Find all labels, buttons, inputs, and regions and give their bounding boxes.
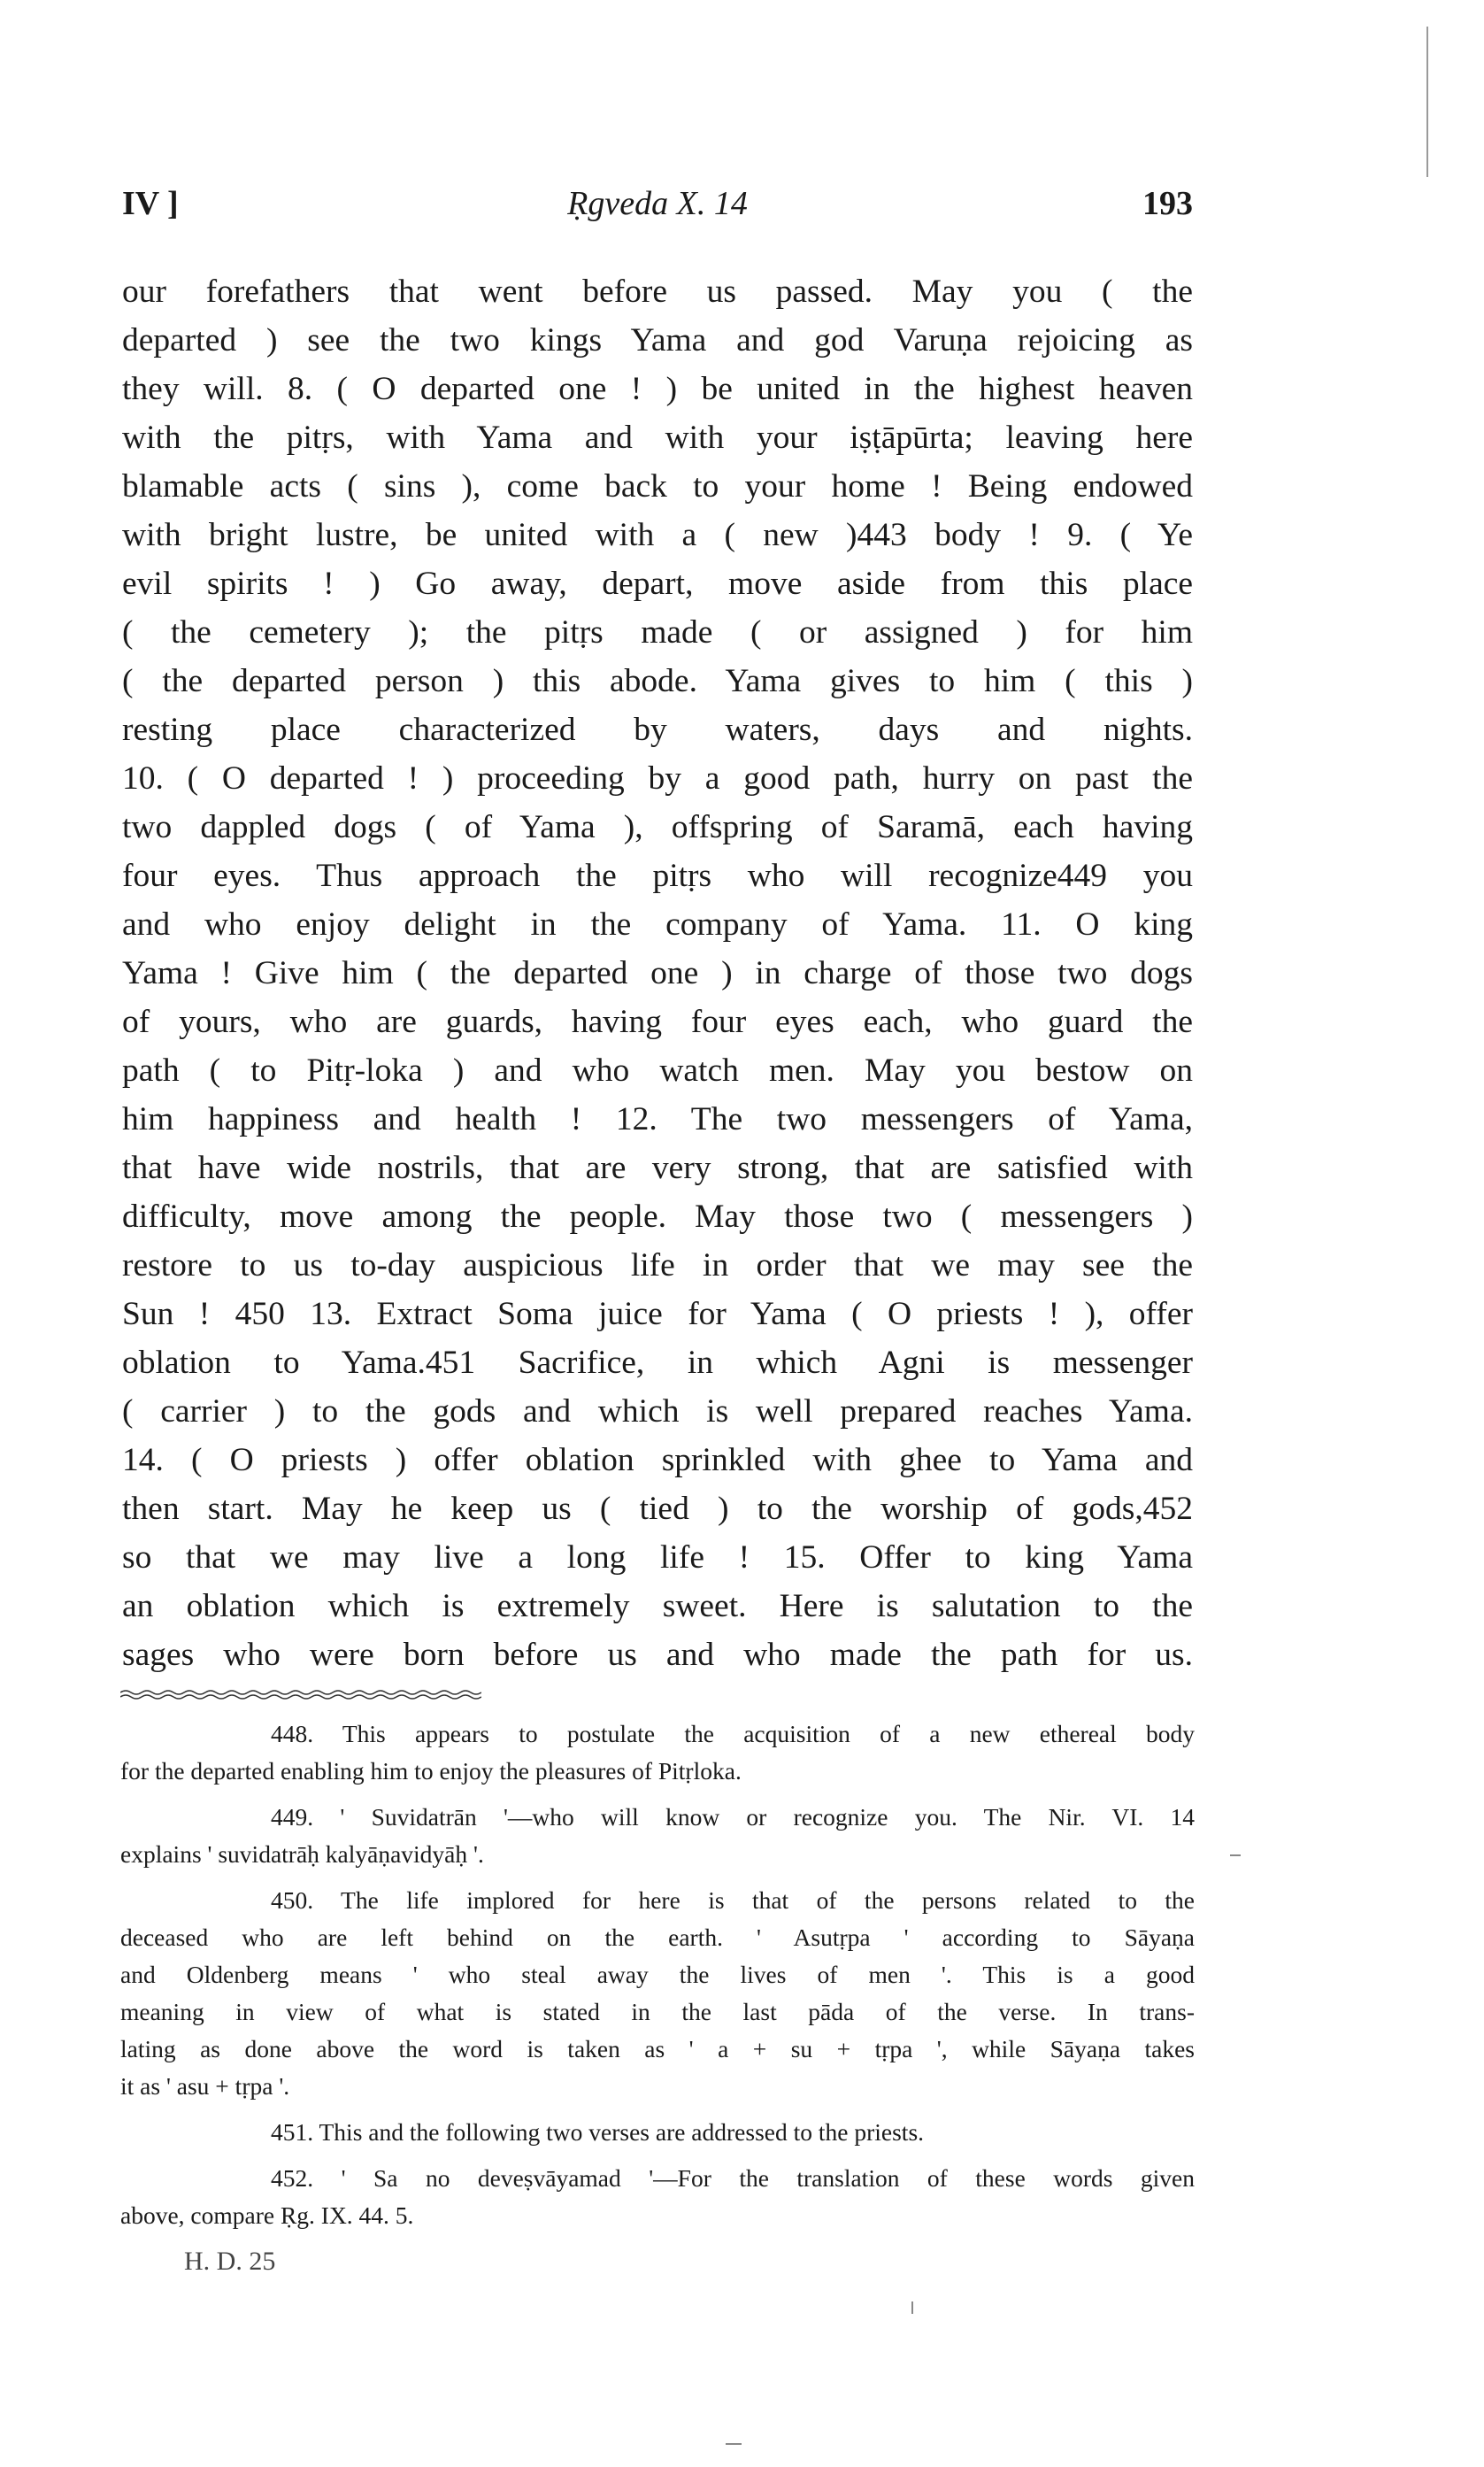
text-line: and who enjoy delight in the company of Yama. 11. O king (122, 906, 1193, 943)
text-line: 14. ( O priests ) offer oblation sprinkled with ghee to Yama and (122, 1442, 1193, 1478)
text-line: resting place characterized by waters, days and nights. (122, 712, 1193, 748)
footnotes (120, 1715, 1195, 2243)
scan-speck (726, 2443, 742, 2445)
text-line: him happiness and health ! 12. The two messengers of Yama, (122, 1101, 1193, 1137)
text-line: our forefathers that went before us passed. May you ( the (122, 274, 1193, 310)
footnote-line: deceased who are left behind on the earth. ' Asutṛpa ' according to Sāyaṇa (120, 1923, 1195, 1951)
text-line: departed ) see the two kings Yama and god Varuṇa rejoicing as (122, 322, 1193, 358)
text-line: ( the cemetery ); the pitṛs made ( or assigned ) for him (122, 614, 1193, 651)
text-line: with the pitṛs, with Yama and with your iṣṭāpūrta; leaving here (122, 420, 1193, 456)
text-line: they will. 8. ( O departed one ! ) be united in the highest heaven (122, 371, 1193, 407)
footnote-line: and Oldenberg means ' who steal away the lives of men '. This is a good (120, 1961, 1195, 1988)
section-marker: IV ] (122, 185, 179, 222)
text-line: an oblation which is extremely sweet. Here is salutation to the (122, 1588, 1193, 1624)
footnote-451 (120, 2114, 1195, 2151)
page-number: 193 (1142, 185, 1193, 222)
text-line: oblation to Yama.451 Sacrifice, in which Agni is messenger (122, 1345, 1193, 1381)
footnote-line: 450. The life implored for here is that of the persons related to the (271, 1886, 1195, 1914)
footnote-line: 451. This and the following two verses are addressed to the priests. (271, 2118, 925, 2146)
footnote-line: 452. ' Sa no deveṣvāyamad '—For the translation of these words given (271, 2164, 1195, 2192)
footnote-line: lating as done above the word is taken as ' a + su + tṛpa ', while Sāyaṇa takes (120, 2035, 1195, 2062)
text-line: sages who were born before us and who made the path for us. (122, 1637, 1193, 1673)
text-line: difficulty, move among the people. May those two ( messengers ) (122, 1199, 1193, 1235)
text-line: two dappled dogs ( of Yama ), offspring of Saramā, each having (122, 809, 1193, 845)
footnote-line: explains ' suvidatrāḥ kalyāṇavidyāḥ '. (120, 1840, 484, 1868)
running-title: Ṛgveda X. 14 (567, 185, 748, 222)
footnote-line: it as ' asu + tṛpa '. (120, 2072, 290, 2100)
footnote-449 (120, 1799, 1195, 1873)
text-line: blamable acts ( sins ), come back to your home ! Being endowed (122, 468, 1193, 505)
text-line: restore to us to-day auspicious life in order that we may see the (122, 1247, 1193, 1284)
footnote-450 (120, 1882, 1195, 2105)
text-line: ( carrier ) to the gods and which is well prepared reaches Yama. (122, 1393, 1193, 1430)
text-line: with bright lustre, be united with a ( new )443 body ! 9. ( Ye (122, 517, 1193, 553)
text-line: of yours, who are guards, having four eyes each, who guard the (122, 1004, 1193, 1040)
text-line: four eyes. Thus approach the pitṛs who will recognize449 you (122, 858, 1193, 894)
main-text (122, 267, 1193, 1679)
signature-mark: H. D. 25 (184, 2247, 276, 2276)
scan-margin-line (1426, 27, 1428, 177)
text-line: 10. ( O departed ! ) proceeding by a good path, hurry on past the (122, 760, 1193, 797)
footnote-line: above, compare Ṛg. IX. 44. 5. (120, 2201, 414, 2229)
running-header (122, 184, 1193, 237)
text-line: then start. May he keep us ( tied ) to the worship of gods,452 (122, 1491, 1193, 1527)
text-line: ( the departed person ) this abode. Yama gives to him ( this ) (122, 663, 1193, 699)
text-line: so that we may live a long life ! 15. Offer to king Yama (122, 1539, 1193, 1576)
text-line: Sun ! 450 13. Extract Soma juice for Yama ( O priests ! ), offer (122, 1296, 1193, 1332)
text-line: that have wide nostrils, that are very strong, that are satisfied with (122, 1150, 1193, 1186)
footnote-line: 449. ' Suvidatrān '—who will know or recognize you. The Nir. VI. 14 (271, 1803, 1195, 1831)
text-line: evil spirits ! ) Go away, depart, move aside from this place (122, 566, 1193, 602)
footnote-452 (120, 2160, 1195, 2234)
footnote-line: meaning in view of what is stated in the last pāda of the verse. In trans- (120, 1998, 1195, 2025)
footnote-line: for the departed enabling him to enjoy the pleasures of Pitṛloka. (120, 1757, 742, 1785)
footnote-448 (120, 1715, 1195, 1790)
text-line: Yama ! Give him ( the departed one ) in charge of those two dogs (122, 955, 1193, 991)
footnote-separator (120, 1689, 481, 1700)
footnote-line: 448. This appears to postulate the acquisition of a new ethereal body (271, 1720, 1195, 1747)
text-line: path ( to Pitṛ-loka ) and who watch men. May you bestow on (122, 1052, 1193, 1089)
scan-speck (911, 2301, 913, 2314)
scan-speck (1230, 1854, 1241, 1856)
